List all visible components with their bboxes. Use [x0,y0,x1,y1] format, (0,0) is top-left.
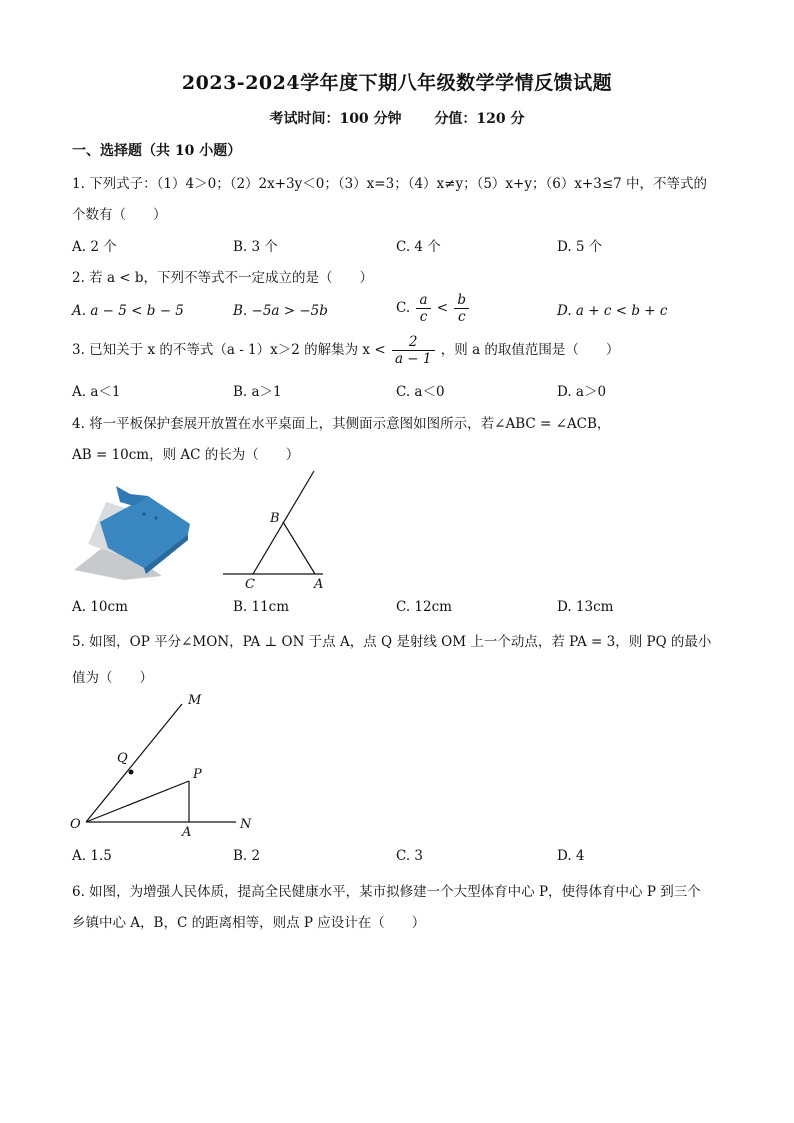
q2-option-d: D. a + c < b + c [557,303,668,319]
q2-frac2-den: c [457,309,466,325]
label-m: M [188,693,202,708]
q4-option-c: C. 12cm [396,599,452,615]
q6-stem-line2: 乡镇中心 A，B，C 的距离相等，则点 P 应设计在（ ） [72,915,426,931]
q1-option-b: B. 3 个 [233,239,278,255]
q1-stem-line1: 1. 下列式子：（1）4＞0；（2）2x+3y＜0；（3）x=3；（4）x≠y；（5）x+y；（6）x+3≤7 中，不等式的 [72,176,708,192]
tablet-button-dot [154,516,157,519]
q5-option-c: C. 3 [396,848,424,864]
exam-score: 分值：120 分 [434,111,525,127]
q4-stem-line1: 4. 将一平板保护套展开放置在水平桌面上，其侧面示意图如图所示，若∠ABC = ∠ACB， [72,416,611,432]
q5-option-d: D. 4 [557,848,585,864]
q5-angle-diagram [64,690,264,840]
q2-frac1-num: a [416,292,430,309]
exam-title: 2023-2024学年度下期八年级数学学情反馈试题 [181,72,613,94]
q2-less-than-sign: < [436,300,449,316]
q4-option-a: A. 10cm [72,599,128,615]
q4-option-b: B. 11cm [233,599,290,615]
label-a: A [182,825,192,840]
q2-frac-b-over-c [454,292,469,325]
label-c: C [245,577,255,592]
q3-fraction [392,334,435,367]
label-b: B [270,511,280,526]
section-heading: 一、选择题（共 10 小题） [72,143,242,159]
tablet-case-image [72,484,196,582]
q5-option-a: A. 1.5 [72,848,112,864]
label-p: P [193,767,202,782]
q1-stem-line2: 个数有（ ） [72,207,167,223]
ray-om [86,704,182,822]
q3-option-b: B. a＞1 [233,384,282,400]
q1-option-a: A. 2 个 [72,239,117,255]
label-a: A [314,577,324,592]
q2-option-c-prefix: C. [396,300,411,316]
q1-option-c: C. 4 个 [396,239,441,255]
exam-time: 考试时间：100 分钟 [269,111,402,127]
q1-option-d: D. 5 个 [557,239,603,255]
q3-stem-pre: 3. 已知关于 x 的不等式（a - 1）x＞2 的解集为 x < [72,342,386,358]
q5-stem-line1: 5. 如图，OP 平分∠MON，PA ⊥ ON 于点 A，点 Q 是射线 OM 上一个动点，若 PA = 3，则 PQ 的最小 [72,634,712,650]
q2-option-a: A. a − 5 < b − 5 [72,303,184,319]
q2-frac1-den: c [419,309,428,325]
q3-stem-post: ，则 a 的取值范围是（ ） [440,342,620,358]
q3-frac-den: a − 1 [394,351,432,367]
label-n: N [240,817,252,832]
q5-option-b: B. 2 [233,848,261,864]
q4-triangle-diagram [215,466,335,594]
point-q-dot [129,770,134,775]
label-q: Q [117,751,128,766]
q6-stem-line1: 6. 如图，为增强人民体质，提高全民健康水平，某市拟修建一个大型体育中心 P，使得体育中心 P 到三个 [72,884,701,900]
q4-option-d: D. 13cm [557,599,614,615]
q4-stem-line2: AB = 10cm，则 AC 的长为（ ） [72,447,300,463]
q3-option-d: D. a＞0 [557,384,607,400]
q5-stem-line2: 值为（ ） [72,670,153,686]
exam-info [0,108,794,128]
q2-frac-a-over-c [416,292,430,325]
ray-op [86,781,189,822]
q2-stem: 2. 若 a < b，下列不等式不一定成立的是（ ） [72,270,374,286]
tablet-button-dot [142,512,145,515]
q2-frac2-num: b [454,292,469,309]
q2-option-c [396,292,471,325]
q2-option-b: B. −5a > −5b [233,303,328,319]
q3-option-c: C. a＜0 [396,384,445,400]
q3-option-a: A. a＜1 [72,384,121,400]
q3-frac-num: 2 [392,334,435,351]
label-o: O [70,817,81,832]
q3-stem [72,334,619,367]
segment-ba [283,522,315,574]
